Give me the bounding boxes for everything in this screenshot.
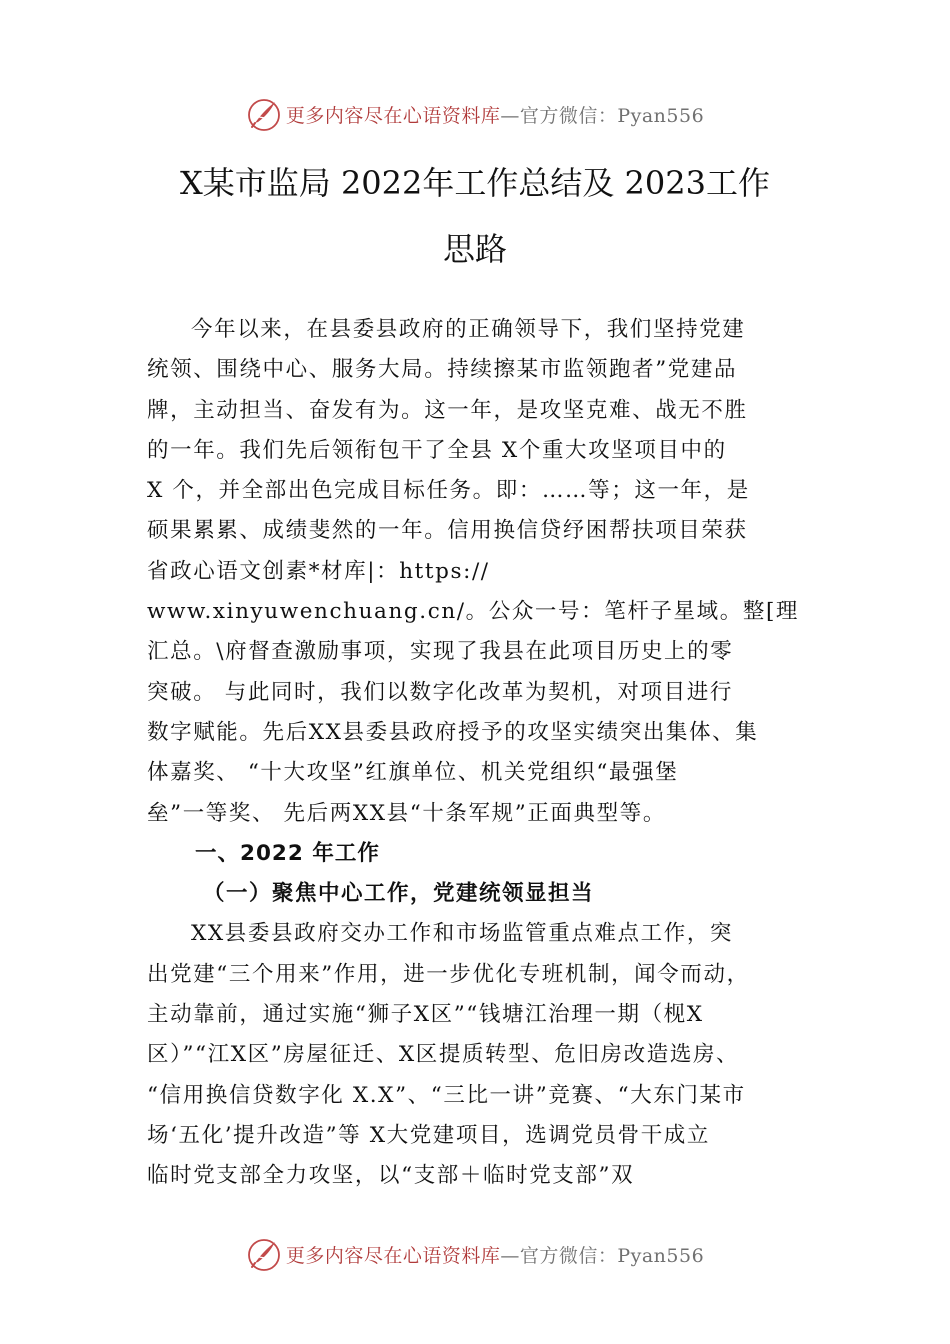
text-line: 突破。 与此同时，我们以数字化改革为契机，对项目进行 bbox=[147, 679, 733, 705]
text-line: XX县委县政府交办工作和市场监管重点难点工作，突 bbox=[191, 921, 734, 947]
header-banner-text: 更多内容尽在心语资料库—官方微信：Pyan556 bbox=[285, 104, 705, 127]
text-line: 的一年。我们先后领衔包干了全县 X个重大攻坚项目中的 bbox=[147, 437, 727, 463]
text-line: 出党建“三个用来”作用，进一步优化专班机制，闻令而动， bbox=[147, 961, 750, 987]
footer-banner[interactable] bbox=[0, 1234, 950, 1274]
text-line: 省政心语文创素*材库|：https:// bbox=[147, 558, 490, 584]
pen-feather-icon bbox=[246, 96, 282, 132]
text-line: “信用换信贷数字化 X.X”、“三比一讲”竞赛、“大东门某市 bbox=[147, 1082, 746, 1108]
text-line: 区）”“江X区”房屋征迁、X区提质转型、危旧房改造选房、 bbox=[147, 1042, 740, 1068]
pen-feather-icon bbox=[246, 1236, 282, 1272]
text-line: 数字赋能。先后XX县委县政府授予的攻坚实绩突出集体、集 bbox=[147, 719, 759, 745]
text-line: 统领、围绕中心、服务大局。持续擦某市监领跑者”党建品 bbox=[147, 357, 738, 383]
intro-paragraph bbox=[147, 310, 817, 834]
text-line: www.xinyuwenchuang.cn/。公众一号：笔杆子星域。整[理 bbox=[147, 599, 800, 625]
text-line: X 个，并全部出色完成目标任务。即：……等；这一年，是 bbox=[147, 478, 750, 504]
section-heading-2: （一）聚焦中心工作，党建统领显担当 bbox=[203, 881, 595, 907]
header-banner[interactable] bbox=[0, 94, 950, 134]
text-line: 垒”一等奖、 先后两XX县“十条军规”正面典型等。 bbox=[147, 800, 666, 826]
title-line: 思路 bbox=[442, 230, 507, 268]
document-body bbox=[147, 310, 817, 1197]
text-line: 场‘五化’提升改造”等 X大党建项目，选调党员骨干成立 bbox=[147, 1122, 711, 1148]
text-line: 汇总。\府督查激励事项，实现了我县在此项目历史上的零 bbox=[147, 639, 734, 665]
document-title bbox=[120, 150, 830, 282]
text-line: 体嘉奖、 “十大攻坚”红旗单位、机关党组织“最强堡 bbox=[147, 760, 679, 786]
footer-banner-text: 更多内容尽在心语资料库—官方微信：Pyan556 bbox=[285, 1244, 705, 1267]
text-line: 今年以来，在县委县政府的正确领导下，我们坚持党建 bbox=[191, 317, 746, 342]
section-paragraph bbox=[147, 914, 817, 1196]
text-line: 牌，主动担当、奋发有为。这一年，是攻坚克难、战无不胜 bbox=[147, 397, 748, 423]
title-line: X某市监局 2022年工作总结及 2023工作 bbox=[179, 164, 770, 202]
text-line: 主动靠前，通过实施“狮子X区”“钱塘江治理一期（枧X bbox=[147, 1002, 704, 1028]
text-line: 临时党支部全力攻坚，以“支部＋临时党支部”双 bbox=[147, 1163, 635, 1189]
section-heading-1: 一、2022 年工作 bbox=[195, 840, 380, 866]
text-line: 硕果累累、成绩斐然的一年。信用换信贷纾困帮扶项目荣获 bbox=[147, 518, 748, 544]
